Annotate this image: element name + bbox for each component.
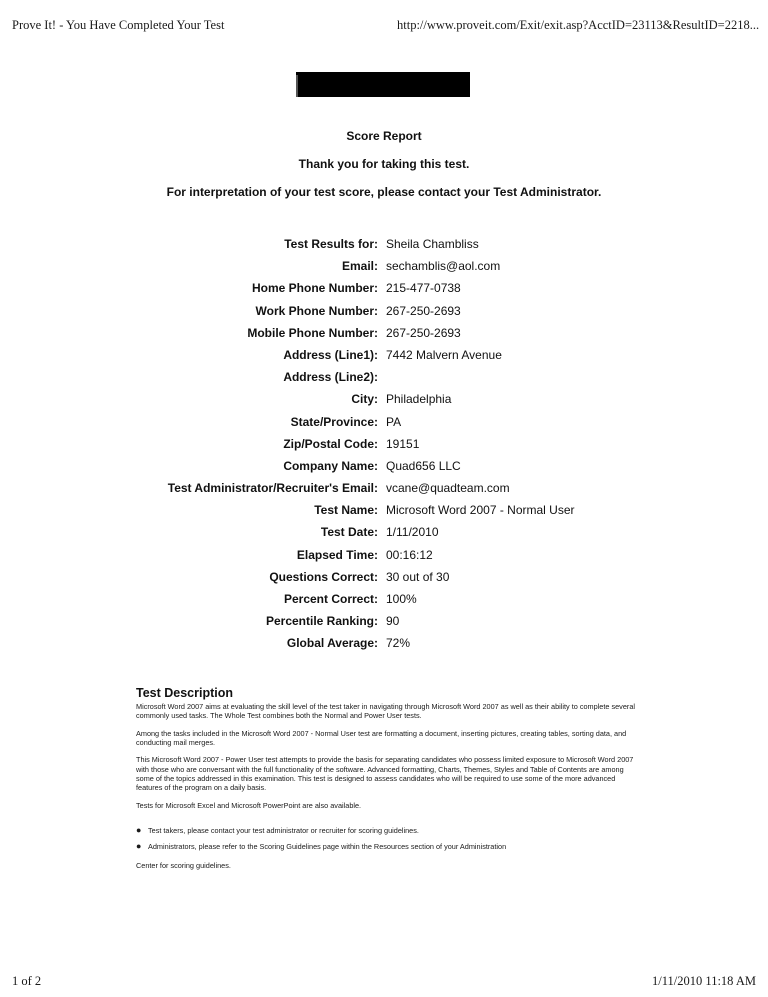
guideline-continuation: Center for scoring guidelines. [136, 860, 231, 870]
field-value: 100% [386, 592, 417, 606]
description-paragraph: Microsoft Word 2007 aims at evaluating the skill level of the test taker in navigating through Microsoft Word 2007 as well as their ability to complete several commonly used tasks. The Whole Test combines both the Normal and Power User tests. [136, 702, 635, 721]
field-value: 00:16:12 [386, 547, 433, 562]
results-fields [0, 233, 768, 655]
field-row [0, 300, 768, 322]
field-value: Philadelphia [386, 392, 452, 407]
field-value: Quad656 LLC [386, 458, 461, 473]
field-row [0, 255, 768, 277]
field-label: Work Phone Number: [255, 303, 378, 318]
description-paragraph: This Microsoft Word 2007 - Power User test attempts to provide the basis for separating candidates who possess limited exposure to Microsoft Word 2007 with those who are conversant with the full functionality of the software. Advanced formatting, Charts, Themes, Styles and Table of Contents are among some of the topics addressed in this examination. This test is designed to assess candidates who will be required to use some of the more advanced features of the program on a daily basis. [136, 755, 634, 793]
interpretation-text: For interpretation of your test score, please contact your Test Administrator. [166, 185, 602, 199]
field-row [0, 366, 768, 388]
field-row [0, 632, 768, 654]
field-value: 19151 [386, 436, 420, 451]
field-row [0, 610, 768, 632]
field-row [0, 411, 768, 433]
field-label: Address (Line1): [283, 347, 378, 362]
field-row [0, 277, 768, 299]
field-row [0, 477, 768, 499]
field-row [0, 322, 768, 344]
field-value: 267-250-2693 [386, 303, 461, 318]
guideline-text: Administrators, please refer to the Scoring Guidelines page within the Resources section of your Administration [148, 842, 507, 852]
test-description-heading: Test Description [136, 686, 234, 700]
field-value: 30 out of 30 [386, 569, 450, 584]
field-row [0, 455, 768, 477]
field-label: Test Date: [320, 525, 378, 540]
field-label: Test Administrator/Recruiter's Email: [167, 481, 378, 496]
field-label: Zip/Postal Code: [283, 436, 378, 451]
field-label: Percent Correct: [283, 592, 378, 606]
field-value: 90 [386, 614, 400, 629]
field-row [0, 233, 768, 255]
thank-you-text: Thank you for taking this test. [298, 157, 470, 171]
field-label: Test Name: [314, 503, 378, 518]
field-row [0, 588, 768, 610]
field-row [0, 521, 768, 543]
field-label: Company Name: [283, 458, 378, 473]
logo-edge [296, 75, 298, 97]
field-row [0, 388, 768, 410]
guideline-list [136, 826, 636, 870]
bullet-icon: ● [136, 824, 142, 835]
field-value: 215-477-0738 [386, 281, 461, 296]
field-label: Global Average: [286, 636, 378, 651]
field-value: 7442 Malvern Avenue [386, 347, 502, 362]
bullet-icon: ● [136, 841, 142, 852]
field-label: Percentile Ranking: [265, 614, 378, 629]
field-value: Microsoft Word 2007 - Normal User [386, 503, 575, 518]
field-label: City: [351, 392, 378, 407]
guideline-item [136, 826, 636, 835]
print-timestamp: 1/11/2010 11:18 AM [652, 974, 756, 988]
redacted-logo [296, 72, 470, 97]
guideline-item [136, 842, 636, 870]
field-label: Questions Correct: [269, 569, 378, 584]
field-label: Elapsed Time: [296, 547, 378, 562]
field-row [0, 344, 768, 366]
field-row [0, 544, 768, 566]
guideline-text: Test takers, please contact your test administrator or recruiter for scoring guidelines. [148, 825, 419, 835]
score-report-title: Score Report [346, 129, 422, 143]
field-label: Mobile Phone Number: [247, 325, 378, 340]
field-label: Email: [341, 259, 378, 274]
field-label: State/Province: [290, 414, 378, 429]
field-row [0, 433, 768, 455]
print-header-url: http://www.proveit.com/Exit/exit.asp?AcctID=23113&ResultID=2218... [397, 18, 760, 32]
field-label: Address (Line2): [283, 370, 378, 385]
field-value: 267-250-2693 [386, 325, 461, 340]
field-label: Home Phone Number: [251, 281, 378, 296]
field-value: vcane@quadteam.com [386, 481, 510, 496]
field-value: sechamblis@aol.com [386, 259, 501, 274]
field-value: 72% [386, 636, 411, 651]
field-value: PA [386, 414, 402, 429]
field-value: 1/11/2010 [386, 525, 439, 540]
test-description [136, 686, 636, 877]
field-value: Sheila Chambliss [386, 237, 479, 251]
field-label: Test Results for: [284, 237, 378, 251]
print-header-title: Prove It! - You Have Completed Your Test [12, 18, 225, 32]
field-row [0, 566, 768, 588]
description-paragraph: Among the tasks included in the Microsoft Word 2007 - Normal User test are formatting a document, inserting pictures, creating tables, sorting data, and conducting mail merges. [136, 728, 627, 747]
page-number: 1 of 2 [12, 974, 42, 988]
field-row [0, 499, 768, 521]
description-paragraph: Tests for Microsoft Excel and Microsoft PowerPoint are also available. [136, 800, 362, 810]
